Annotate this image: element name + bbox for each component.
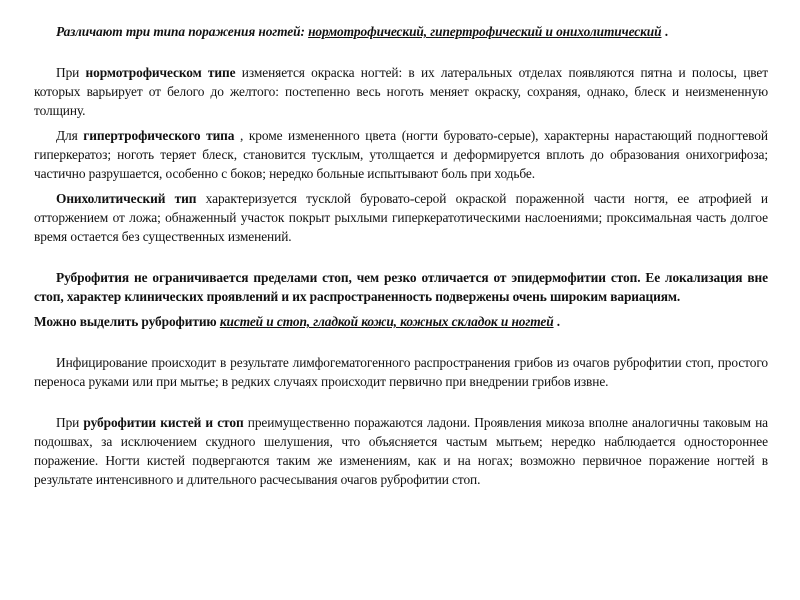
- onycholytic-term: Онихолитический тип: [56, 191, 197, 206]
- nail-types-end: .: [661, 24, 668, 39]
- paragraph-rubrophytia-forms: Можно выделить руброфитию кистей и стоп, гладкой кожи, кожных складок и ногтей .: [34, 314, 561, 329]
- paragraph-hands-feet: При руброфитии кистей и стоп преимущественно поражаются ладони. Проявления микоза вполне аналогичны таковым на подошвах, за исключением скудного шелушения, что объясняется частым мытьем; нередко наблюдается одностороннее поражение. Ногти кистей подвергаются таким же изменениям, как и на ногах; возможно первичное поражение ногтей в результате интенсивного и длительного расчесывания очагов руброфитии стоп.: [34, 415, 769, 487]
- rubrophytia-forms-list: кистей и стоп, гладкой кожи, кожных складок и ногтей: [219, 314, 554, 329]
- paragraph-normotrophic: При нормотрофическом типе изменяется окраска ногтей: в их латеральных отделах появляются пятна и полосы, цвет которых варьирует от белого до желтого: постепенно весь ноготь меняет окраску, сохраняя, однако, блеск и неизмененную толщину.: [34, 65, 768, 118]
- paragraph-hypertrophic: Для гипертрофического типа , кроме измененного цвета (ногти буровато-серые), характерны нарастающий подногтевой гиперкератоз; ноготь теряет блеск, становится тусклым, утолщается и деформируется вплоть до образования онихогрифоза; частично разрушается, особенно с боков; нередко больные испытывают боль при ходьбе.: [34, 128, 768, 181]
- nail-types-lead: Различают три типа поражения ногтей:: [56, 24, 309, 39]
- paragraph-infection: Инфицирование происходит в результате лимфогематогенного распространения грибов из очагов руброфитии стоп, простого переноса руками или при мытье; в редких случаях происходит первично при внедрении грибов извне.: [34, 355, 768, 389]
- hypertrophic-term: гипертрофического типа: [83, 128, 235, 143]
- paragraph-onycholytic: Онихолитический тип характеризуется тусклой буровато-серой окраской пораженной части ногтя, ее атрофией и отторжением от ложа; обнаженный участок покрыт рыхлыми гиперкератотическими наслоениями; проксимальная часть долгое время остается без существенных изменений.: [34, 191, 768, 244]
- paragraph-nail-types: [34, 22, 768, 41]
- nail-types-list: нормотрофический, гипертрофический и онихолитический: [308, 24, 662, 39]
- hands-feet-term: руброфитии кистей и стоп: [83, 415, 244, 430]
- normotrophic-term: нормотрофическом типе: [85, 65, 236, 80]
- paragraph-rubrophytia-intro: Руброфития не ограничивается пределами стоп, чем резко отличается от эпидермофитии стоп. Ее локализация вне стоп, характер клинических проявлений и их распространенность подвержены очень широким вариациям.: [34, 270, 768, 304]
